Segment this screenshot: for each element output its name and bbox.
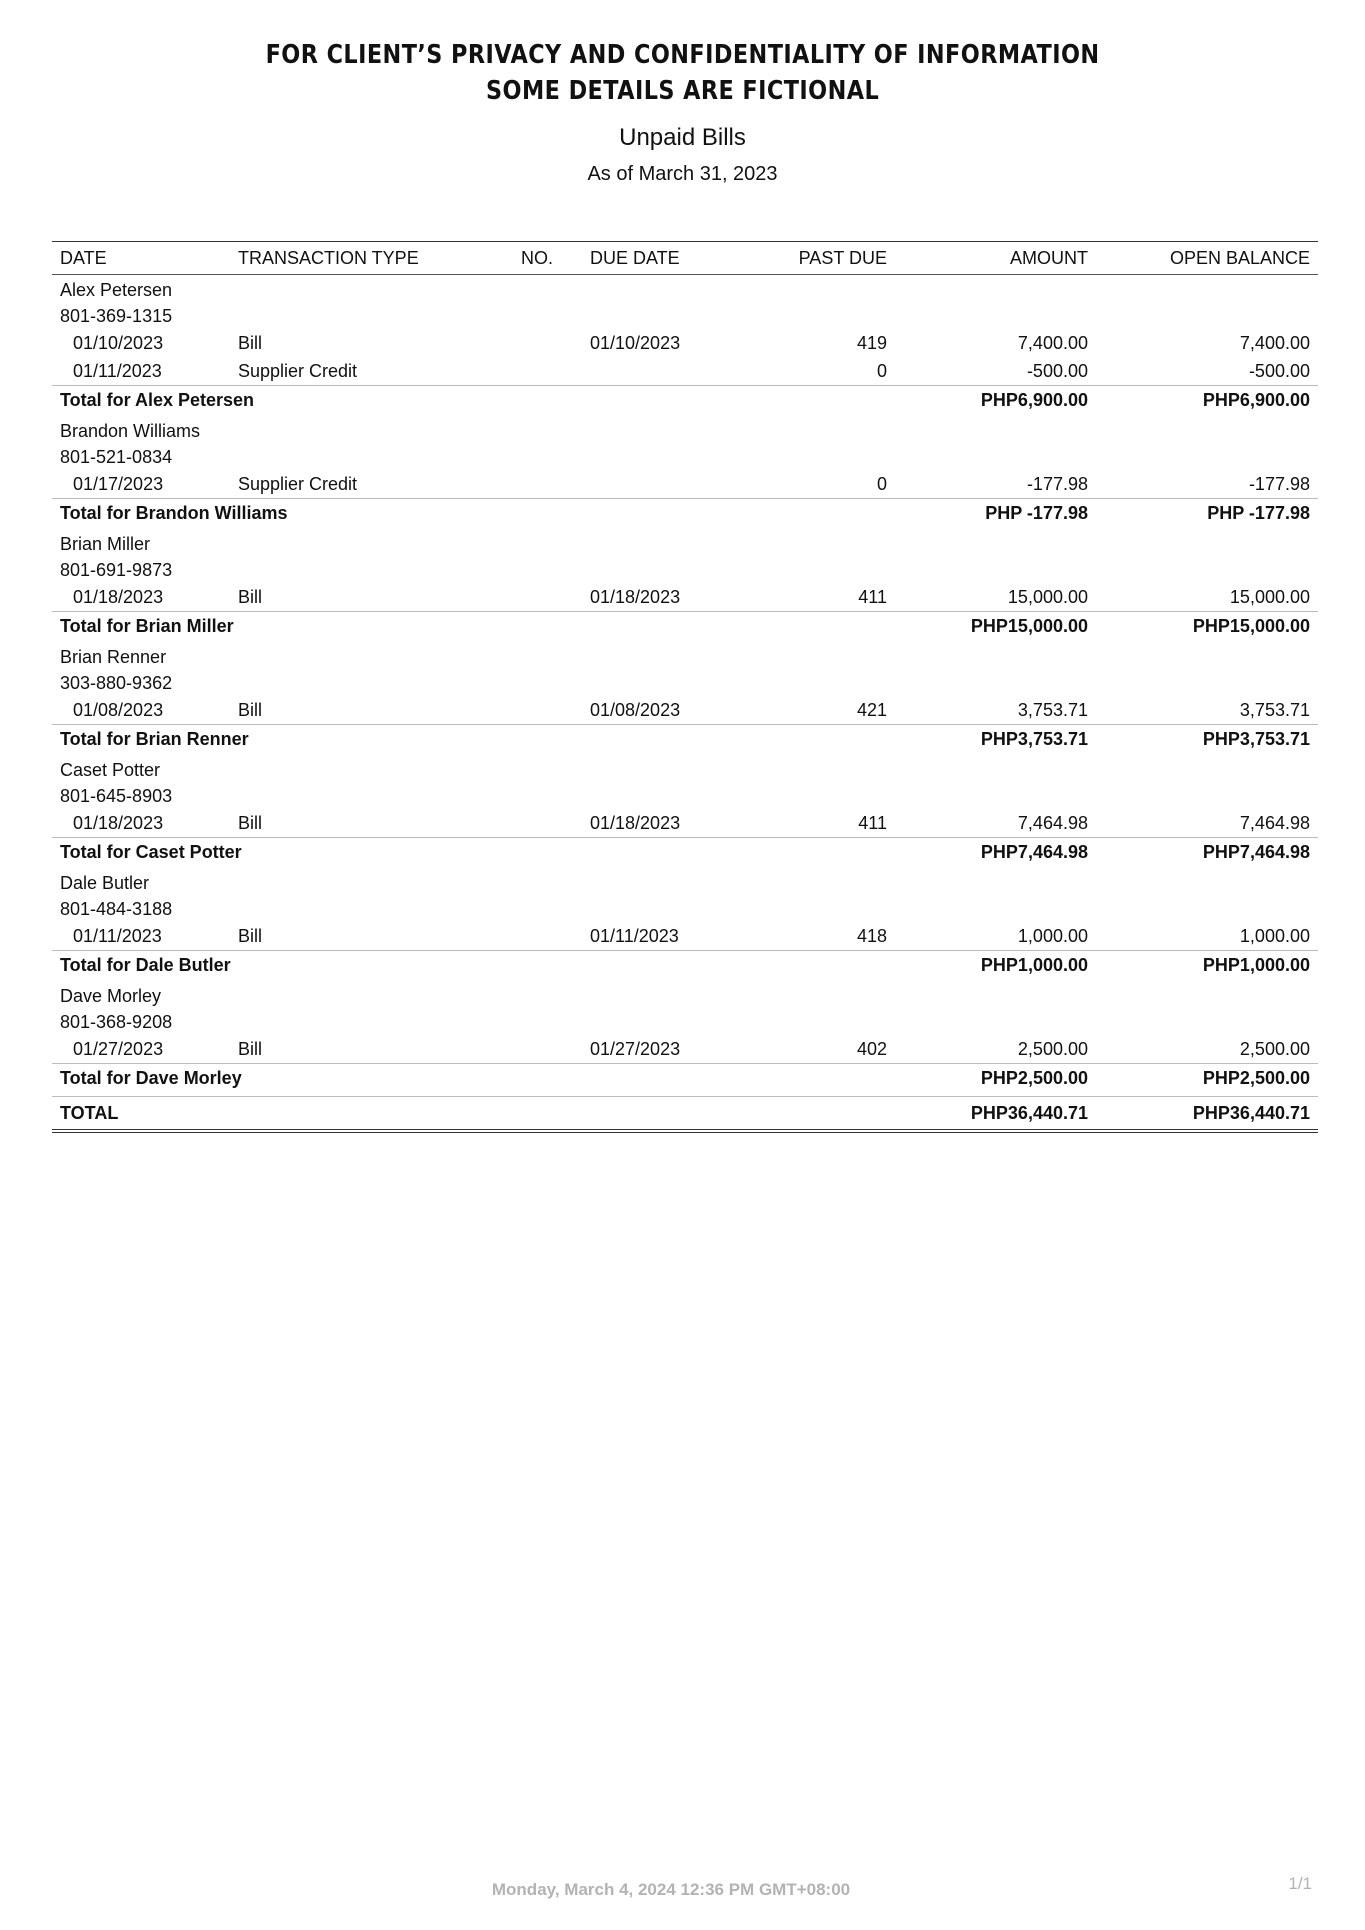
txn-past-due: 411 xyxy=(858,587,887,607)
txn-past-due: 421 xyxy=(856,700,887,720)
txn-date: 01/18/2023 xyxy=(73,587,164,607)
supplier-total-open-balance: PHP7,464.98 xyxy=(1202,842,1310,862)
supplier-total-label: Total for Alex Petersen xyxy=(60,390,255,410)
grand-total-row xyxy=(52,1096,1318,1133)
txn-past-due: 418 xyxy=(856,926,887,946)
supplier-name-row xyxy=(52,531,1318,557)
supplier-name-row xyxy=(52,644,1318,670)
txn-open-balance: -177.98 xyxy=(1248,474,1310,494)
txn-due-date: 01/08/2023 xyxy=(590,700,681,720)
privacy-banner-line-2: SOME DETAILS ARE FICTIONAL xyxy=(485,76,880,106)
supplier-name: Caset Potter xyxy=(60,760,161,780)
supplier-total-row xyxy=(52,385,1318,414)
txn-past-due: 0 xyxy=(876,474,887,494)
supplier-total-open-balance: PHP1,000.00 xyxy=(1202,955,1310,975)
supplier-total-amount: PHP15,000.00 xyxy=(970,616,1088,636)
txn-open-balance: 7,464.98 xyxy=(1239,813,1310,833)
transaction-row xyxy=(52,329,1318,357)
transaction-row xyxy=(52,357,1318,385)
txn-type: Bill xyxy=(238,333,263,353)
supplier-total-label: Total for Brian Miller xyxy=(60,616,234,636)
supplier-total-open-balance: PHP -177.98 xyxy=(1207,503,1310,523)
supplier-total-amount: PHP7,464.98 xyxy=(980,842,1088,862)
page-number: 1/1 xyxy=(1288,1874,1312,1893)
column-header-past-due: PAST DUE xyxy=(798,248,887,268)
supplier-name-row xyxy=(52,277,1318,303)
supplier-total-open-balance: PHP15,000.00 xyxy=(1192,616,1310,636)
txn-open-balance: 3,753.71 xyxy=(1239,700,1310,720)
txn-amount: 7,400.00 xyxy=(1017,333,1088,353)
txn-past-due: 402 xyxy=(856,1039,887,1059)
column-header-amount: AMOUNT xyxy=(1010,248,1088,268)
txn-amount: -500.00 xyxy=(1026,361,1088,381)
txn-type: Bill xyxy=(238,700,263,720)
supplier-name: Brian Miller xyxy=(60,534,151,554)
transaction-row xyxy=(52,470,1318,498)
txn-type: Bill xyxy=(238,587,263,607)
supplier-phone: 801-368-9208 xyxy=(60,1012,173,1032)
txn-date: 01/08/2023 xyxy=(73,700,164,720)
supplier-total-row xyxy=(52,611,1318,640)
txn-due-date: 01/10/2023 xyxy=(590,333,681,353)
transaction-row xyxy=(52,809,1318,837)
supplier-name-row xyxy=(52,418,1318,444)
txn-past-due: 0 xyxy=(876,361,887,381)
supplier-phone: 801-645-8903 xyxy=(60,786,173,806)
txn-date: 01/27/2023 xyxy=(73,1039,164,1059)
txn-date: 01/17/2023 xyxy=(73,474,164,494)
supplier-phone-row xyxy=(52,783,1318,809)
column-header-due-date: DUE DATE xyxy=(590,248,680,268)
unpaid-bills-table xyxy=(52,241,1318,1133)
grand-total-open-balance: PHP36,440.71 xyxy=(1192,1103,1310,1123)
txn-date: 01/10/2023 xyxy=(73,333,164,353)
txn-date: 01/11/2023 xyxy=(73,361,162,381)
supplier-phone-row xyxy=(52,557,1318,583)
txn-date: 01/11/2023 xyxy=(73,926,162,946)
supplier-total-row xyxy=(52,837,1318,866)
txn-type: Bill xyxy=(238,813,263,833)
transaction-row xyxy=(52,696,1318,724)
column-header-no: NO. xyxy=(521,248,554,268)
supplier-total-amount: PHP1,000.00 xyxy=(980,955,1088,975)
supplier-total-row xyxy=(52,1063,1318,1092)
supplier-total-label: Total for Brian Renner xyxy=(60,729,249,749)
supplier-phone-row xyxy=(52,670,1318,696)
txn-date: 01/18/2023 xyxy=(73,813,164,833)
supplier-total-row xyxy=(52,724,1318,753)
supplier-total-label: Total for Dave Morley xyxy=(60,1068,242,1088)
txn-amount: -177.98 xyxy=(1026,474,1088,494)
report-title: Unpaid Bills xyxy=(619,124,746,151)
txn-type: Supplier Credit xyxy=(238,474,358,494)
txn-open-balance: 7,400.00 xyxy=(1239,333,1310,353)
supplier-name: Dale Butler xyxy=(60,873,150,893)
txn-type: Bill xyxy=(238,926,263,946)
supplier-total-amount: PHP6,900.00 xyxy=(980,390,1088,410)
txn-past-due: 419 xyxy=(856,333,887,353)
grand-total-amount: PHP36,440.71 xyxy=(970,1103,1088,1123)
supplier-phone: 801-484-3188 xyxy=(60,899,173,919)
supplier-total-row xyxy=(52,950,1318,979)
supplier-total-open-balance: PHP6,900.00 xyxy=(1202,390,1310,410)
supplier-total-open-balance: PHP2,500.00 xyxy=(1202,1068,1310,1088)
txn-type: Bill xyxy=(238,1039,263,1059)
supplier-phone: 801-521-0834 xyxy=(60,447,173,467)
txn-type: Supplier Credit xyxy=(238,361,358,381)
transaction-row xyxy=(52,583,1318,611)
txn-due-date: 01/27/2023 xyxy=(590,1039,681,1059)
supplier-total-amount: PHP3,753.71 xyxy=(980,729,1088,749)
txn-open-balance: 1,000.00 xyxy=(1239,926,1310,946)
column-header-transaction-type: TRANSACTION TYPE xyxy=(238,248,419,268)
txn-due-date: 01/11/2023 xyxy=(590,926,679,946)
supplier-phone: 303-880-9362 xyxy=(60,673,173,693)
supplier-name: Brandon Williams xyxy=(60,421,201,441)
txn-open-balance: 15,000.00 xyxy=(1229,587,1310,607)
txn-amount: 1,000.00 xyxy=(1017,926,1088,946)
grand-total-label: TOTAL xyxy=(60,1103,119,1123)
supplier-total-amount: PHP -177.98 xyxy=(985,503,1088,523)
supplier-name: Brian Renner xyxy=(60,647,167,667)
supplier-name-row xyxy=(52,983,1318,1009)
txn-amount: 3,753.71 xyxy=(1017,700,1088,720)
report-as-of-date: As of March 31, 2023 xyxy=(587,163,778,185)
supplier-total-label: Total for Caset Potter xyxy=(60,842,242,862)
supplier-name: Alex Petersen xyxy=(60,280,173,300)
supplier-phone-row xyxy=(52,1009,1318,1035)
txn-past-due: 411 xyxy=(858,813,887,833)
txn-amount: 7,464.98 xyxy=(1017,813,1088,833)
column-header-date: DATE xyxy=(60,248,107,268)
supplier-groups xyxy=(52,277,1318,1092)
supplier-total-row xyxy=(52,498,1318,527)
txn-due-date: 01/18/2023 xyxy=(590,587,681,607)
supplier-phone: 801-369-1315 xyxy=(60,306,173,326)
transaction-row xyxy=(52,1035,1318,1063)
txn-open-balance: 2,500.00 xyxy=(1239,1039,1310,1059)
supplier-phone-row xyxy=(52,303,1318,329)
table-header-row xyxy=(52,242,1318,275)
column-header-open-balance: OPEN BALANCE xyxy=(1169,248,1310,268)
supplier-total-label: Total for Brandon Williams xyxy=(60,503,288,523)
supplier-phone-row xyxy=(52,444,1318,470)
supplier-total-open-balance: PHP3,753.71 xyxy=(1202,729,1310,749)
supplier-phone: 801-691-9873 xyxy=(60,560,173,580)
privacy-banner-line-1: FOR CLIENT’S PRIVACY AND CONFIDENTIALITY OF INFORMATION xyxy=(265,40,1100,70)
txn-due-date: 01/18/2023 xyxy=(590,813,681,833)
transaction-row xyxy=(52,922,1318,950)
footer-timestamp: Monday, March 4, 2024 12:36 PM GMT+08:00 xyxy=(491,1880,851,1899)
supplier-name-row xyxy=(52,757,1318,783)
supplier-name: Dave Morley xyxy=(60,986,162,1006)
supplier-total-label: Total for Dale Butler xyxy=(60,955,231,975)
txn-amount: 15,000.00 xyxy=(1007,587,1088,607)
supplier-name-row xyxy=(52,870,1318,896)
supplier-total-amount: PHP2,500.00 xyxy=(980,1068,1088,1088)
txn-open-balance: -500.00 xyxy=(1248,361,1310,381)
supplier-phone-row xyxy=(52,896,1318,922)
txn-amount: 2,500.00 xyxy=(1017,1039,1088,1059)
